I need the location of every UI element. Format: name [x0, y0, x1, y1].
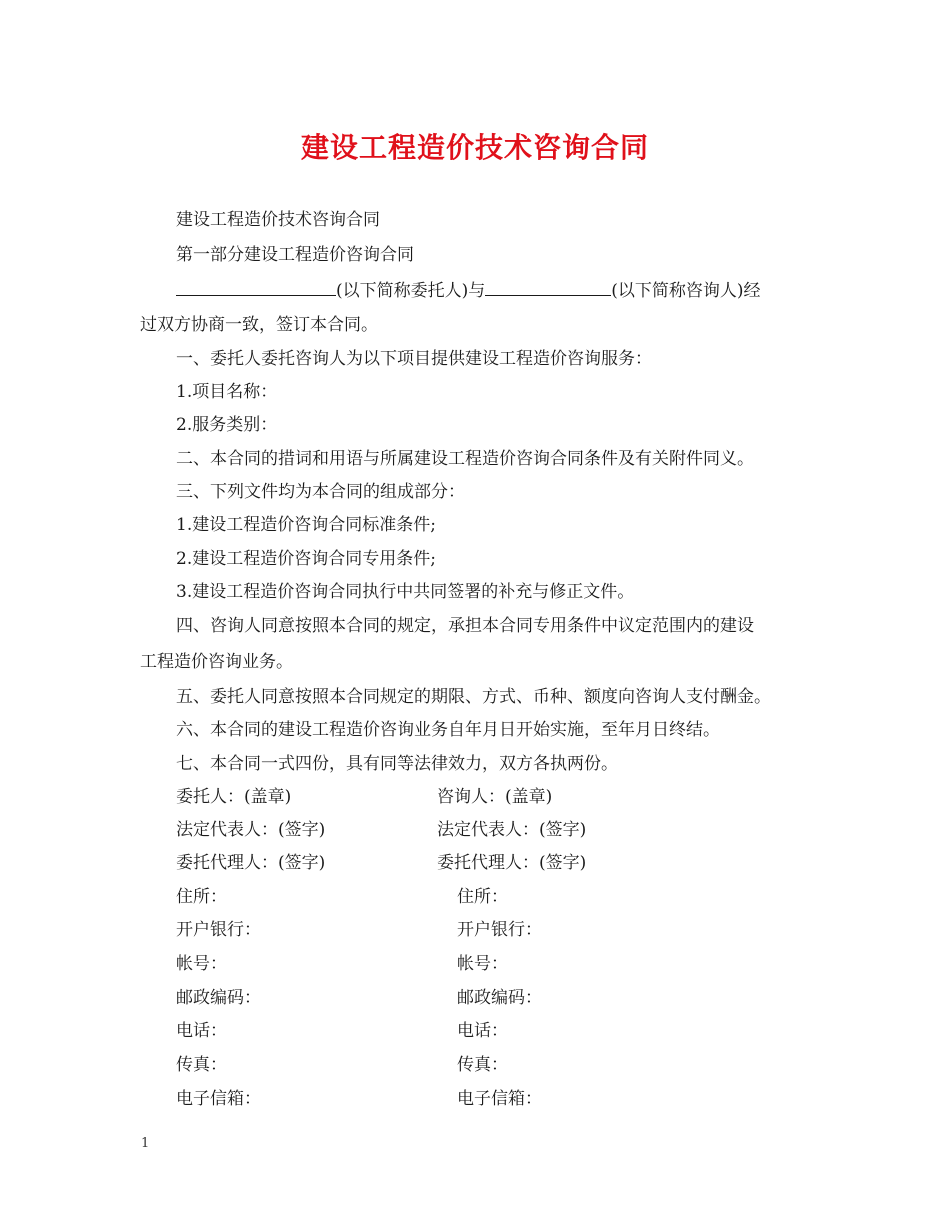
sig-left-postcode: 邮政编码： [176, 988, 261, 1008]
clause-2: 二、本合同的措词和用语与所属建设工程造价咨询合同条件及有关附件同义。 [176, 449, 754, 469]
sig-right-party: 咨询人：(盖章) [437, 787, 553, 807]
sig-left-agent: 委托代理人：(签字) [176, 853, 326, 873]
clause-4-line-1: 四、咨询人同意按照本合同的规定，承担本合同专用条件中议定范围内的建设 [176, 616, 754, 636]
sig-left-phone: 电话： [176, 1021, 227, 1041]
clause-1-item-1: 1.项目名称： [176, 382, 278, 402]
document-subtitle: 建设工程造价技术咨询合同 [176, 210, 380, 230]
part-heading: 第一部分建设工程造价咨询合同 [176, 245, 414, 265]
sig-left-legal-rep: 法定代表人：(签字) [176, 820, 326, 840]
sig-right-email: 电子信箱： [457, 1089, 542, 1109]
parties-mid-text: (以下简称委托人)与 [336, 281, 486, 301]
sig-left-fax: 传真： [176, 1055, 227, 1075]
page-number: 1 [141, 1136, 150, 1151]
clause-1-item-2: 2.服务类别： [176, 415, 278, 435]
parties-continuation: 过双方协商一致，签订本合同。 [140, 315, 378, 335]
sig-right-agent: 委托代理人：(签字) [437, 853, 587, 873]
clause-7: 七、本合同一式四份，具有同等法律效力，双方各执两份。 [176, 754, 618, 774]
parties-line [176, 277, 761, 303]
clause-1: 一、委托人委托咨询人为以下项目提供建设工程造价咨询服务： [176, 349, 652, 369]
sig-right-phone: 电话： [457, 1021, 508, 1041]
sig-right-legal-rep: 法定代表人：(签字) [437, 820, 587, 840]
sig-right-fax: 传真： [457, 1055, 508, 1075]
sig-right-address: 住所： [457, 887, 508, 907]
sig-right-postcode: 邮政编码： [457, 988, 542, 1008]
clause-4-line-2: 工程造价咨询业务。 [140, 652, 293, 672]
sig-left-address: 住所： [176, 887, 227, 907]
parties-end-text: (以下简称咨询人)经 [611, 281, 761, 301]
clause-3: 三、下列文件均为本合同的组成部分： [176, 482, 465, 502]
blank-field-client [176, 277, 336, 296]
clause-3-item-2: 2.建设工程造价咨询合同专用条件; [176, 549, 436, 569]
clause-3-item-1: 1.建设工程造价咨询合同标准条件; [176, 515, 436, 535]
sig-right-account: 帐号： [457, 954, 508, 974]
clause-3-item-3: 3.建设工程造价咨询合同执行中共同签署的补充与修正文件。 [176, 582, 635, 602]
sig-left-bank: 开户银行： [176, 920, 261, 940]
clause-5: 五、委托人同意按照本合同规定的期限、方式、币种、额度向咨询人支付酬金。 [176, 687, 771, 707]
blank-field-consultant [485, 277, 611, 296]
sig-left-account: 帐号： [176, 954, 227, 974]
clause-6: 六、本合同的建设工程造价咨询业务自年月日开始实施，至年月日终结。 [176, 720, 720, 740]
sig-left-party: 委托人：(盖章) [176, 787, 292, 807]
sig-right-bank: 开户银行： [457, 920, 542, 940]
sig-left-email: 电子信箱： [176, 1089, 261, 1109]
page-title: 建设工程造价技术咨询合同 [300, 131, 649, 164]
